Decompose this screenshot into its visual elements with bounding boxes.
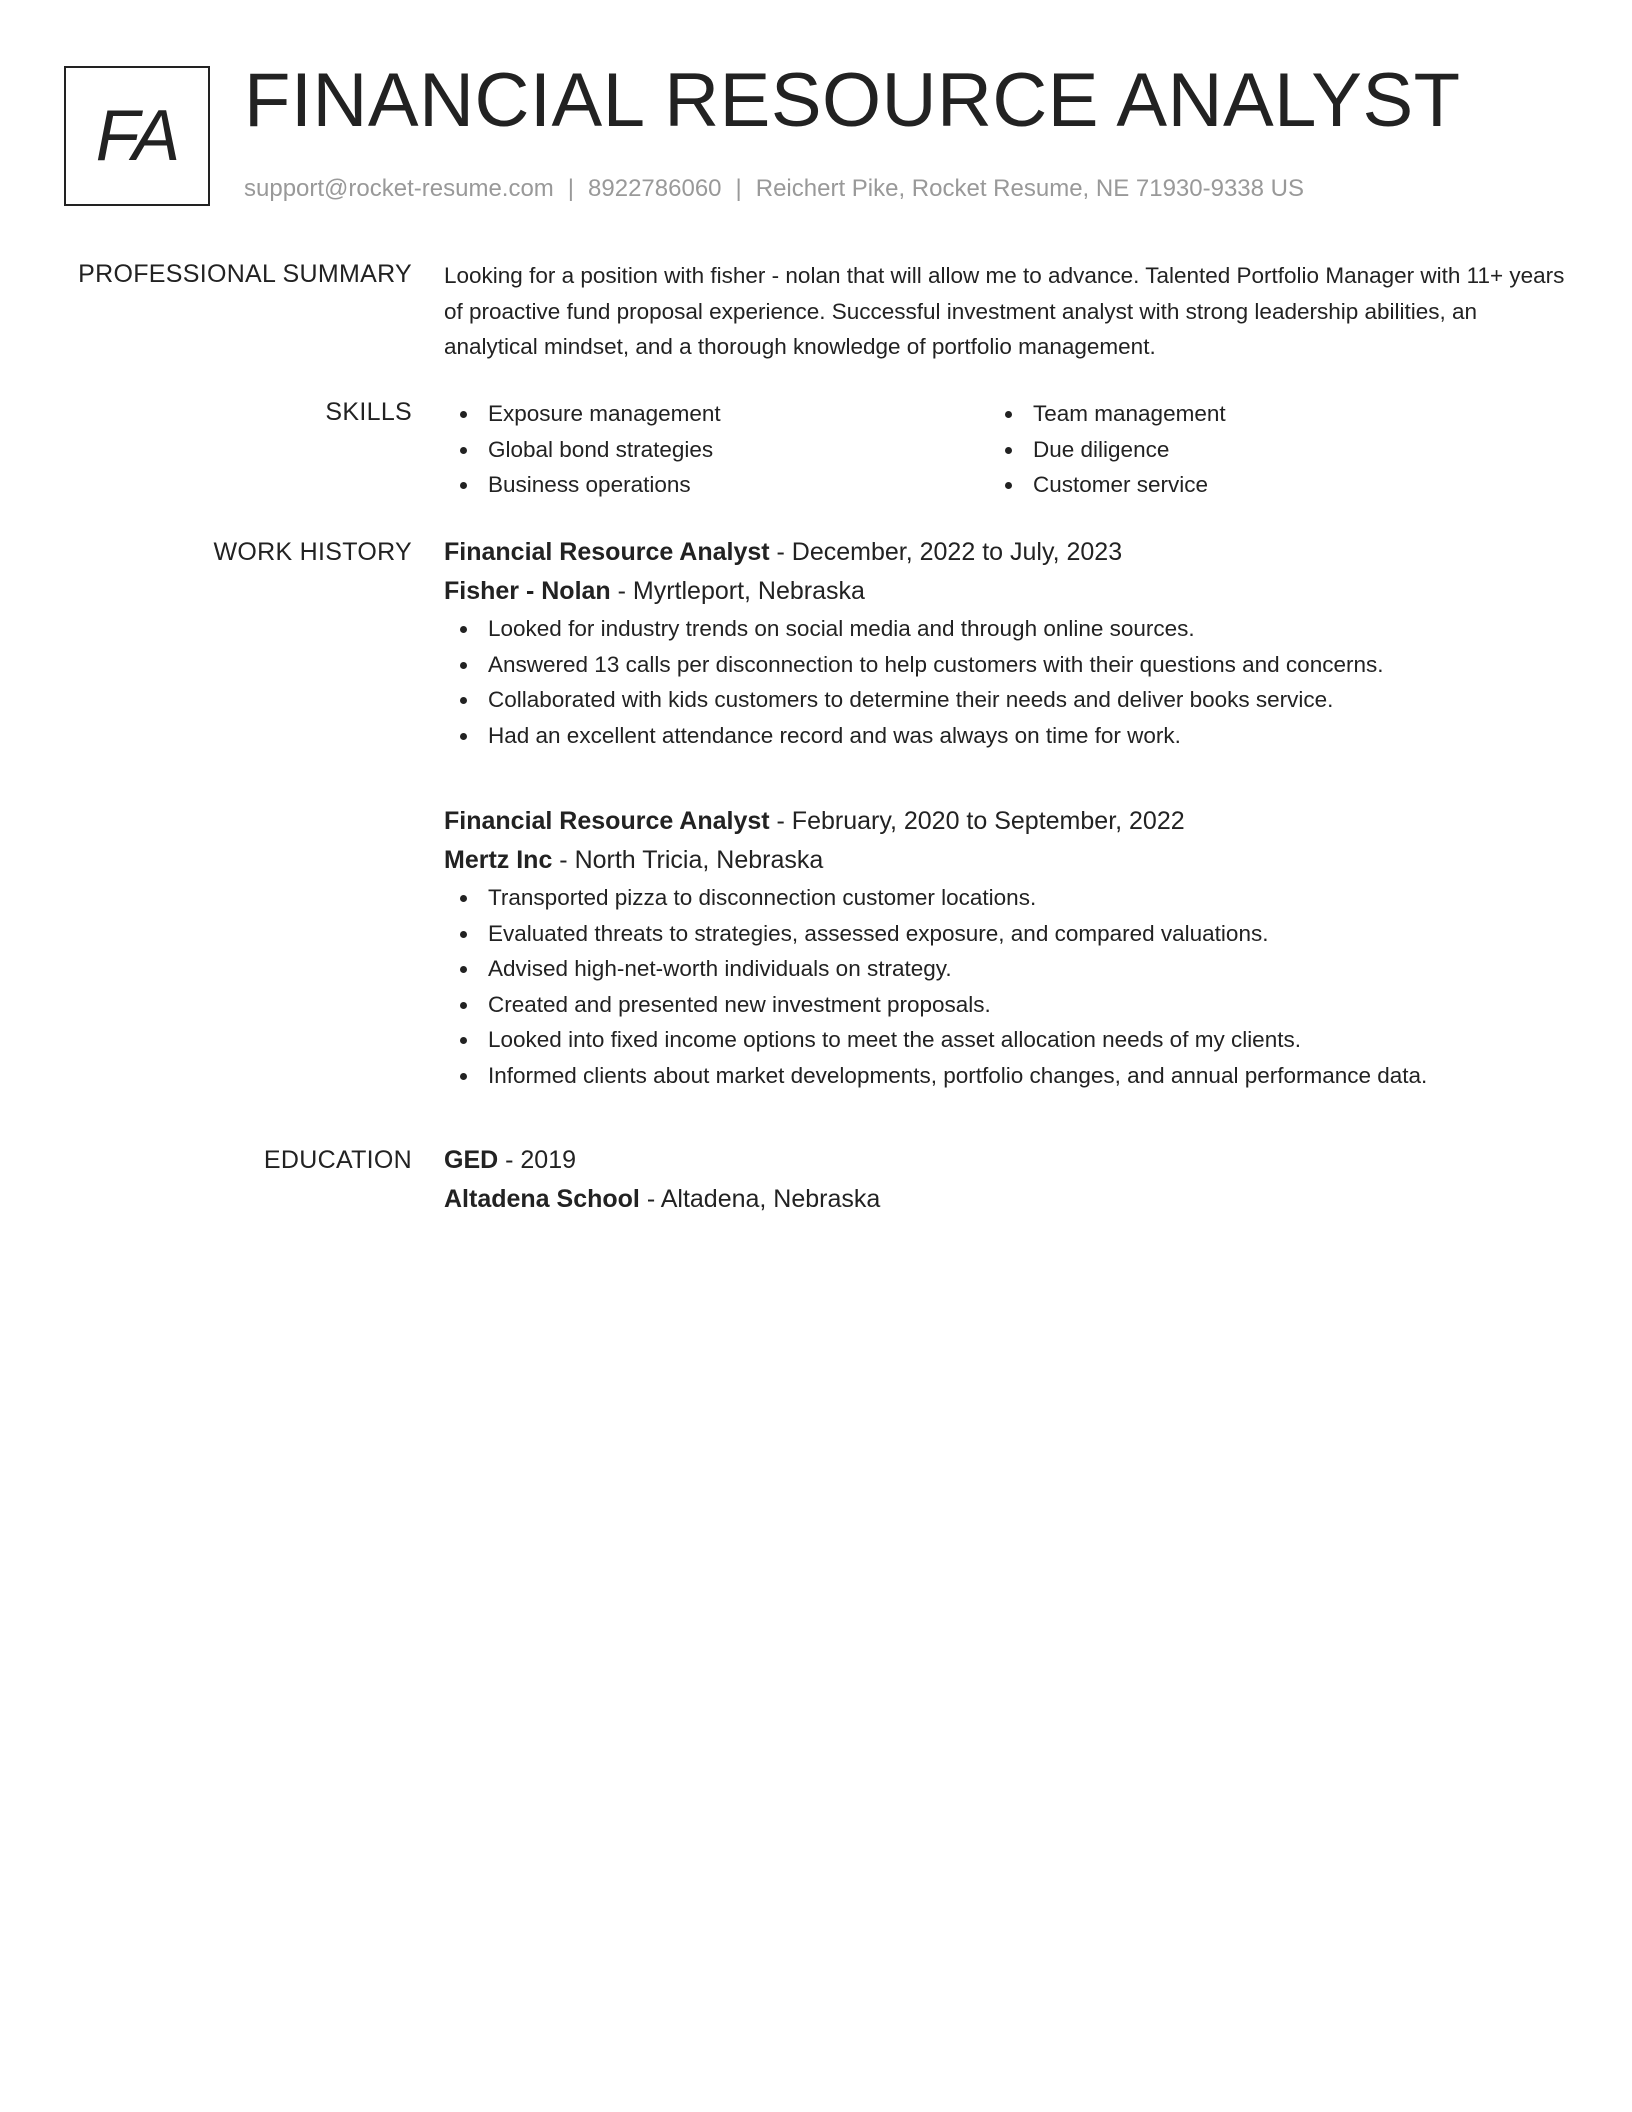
job-title: Financial Resource Analyst [444, 538, 770, 566]
contact-line [244, 172, 1304, 206]
skill-item: Customer service [989, 467, 1534, 503]
skill-item: Business operations [444, 467, 989, 503]
skills-heading: SKILLS [325, 398, 412, 426]
job-entry [444, 533, 1574, 753]
contact-separator: | [567, 175, 575, 202]
job-duty: Evaluated threats to strategies, assessed exposure, and compared valuations. [444, 916, 1574, 952]
job-duty: Looked for industry trends on social media and through online sources. [444, 611, 1574, 647]
skill-item: Due diligence [989, 432, 1534, 468]
job-title: Financial Resource Analyst [444, 807, 770, 835]
skills-list-right [989, 396, 1534, 503]
summary-body [444, 258, 1574, 365]
contact-email[interactable]: support@rocket-resume.com [244, 175, 554, 202]
education-school: Altadena School [444, 1185, 640, 1213]
contact-address: Reichert Pike, Rocket Resume, NE 71930-9338 US [755, 175, 1305, 202]
summary-text: Looking for a position with fisher - nolan that will allow me to advance. Talented Portfolio Manager with 11+ years of proactive fund proposal experience. Successful investment analyst with strong leadership abilities, an analytical mindset, and a thorough knowledge of portfolio management. [444, 263, 1565, 359]
job-duty: Looked into fixed income options to meet the asset allocation needs of my clients. [444, 1022, 1574, 1058]
job-duties-list [444, 611, 1574, 753]
job-duty: Had an excellent attendance record and was always on time for work. [444, 718, 1574, 754]
education-body [444, 1144, 1574, 1219]
job-duty: Answered 13 calls per disconnection to help customers with their questions and concerns. [444, 647, 1574, 683]
job-company: Fisher - Nolan [444, 577, 611, 605]
skills-body [444, 396, 1574, 503]
education-year: - 2019 [498, 1146, 577, 1174]
skills-list-left [444, 396, 989, 503]
education-degree-line [444, 1141, 1574, 1180]
job-title-line [444, 533, 1574, 572]
job-dates: - February, 2020 to September, 2022 [769, 807, 1185, 835]
work-history-heading: WORK HISTORY [213, 538, 412, 566]
job-location: - Myrtleport, Nebraska [610, 577, 865, 605]
job-company-line [444, 572, 1574, 611]
job-company-line [444, 841, 1574, 880]
resume-title: FINANCIAL RESOURCE ANALYST [244, 58, 1461, 143]
job-duties-list [444, 880, 1574, 1093]
job-duty: Transported pizza to disconnection customer locations. [444, 880, 1574, 916]
education-school-line [444, 1180, 1574, 1219]
job-entry [444, 802, 1574, 1093]
job-company: Mertz Inc [444, 846, 553, 874]
job-dates: - December, 2022 to July, 2023 [769, 538, 1123, 566]
job-title-line [444, 802, 1574, 841]
job-duty: Advised high-net-worth individuals on strategy. [444, 951, 1574, 987]
job-duty: Informed clients about market developments, portfolio changes, and annual performance data. [444, 1058, 1574, 1094]
summary-heading: PROFESSIONAL SUMMARY [78, 260, 412, 288]
monogram-logo: FA [64, 66, 210, 206]
skill-item: Team management [989, 396, 1534, 432]
skill-item: Exposure management [444, 396, 989, 432]
contact-separator: | [735, 175, 742, 202]
contact-phone[interactable]: 8922786060 [588, 175, 722, 202]
education-degree: GED [444, 1146, 499, 1174]
job-duty: Collaborated with kids customers to determine their needs and deliver books service. [444, 682, 1574, 718]
education-location: - Altadena, Nebraska [639, 1185, 881, 1213]
job-location: - North Tricia, Nebraska [552, 846, 824, 874]
skill-item: Global bond strategies [444, 432, 989, 468]
education-heading: EDUCATION [263, 1146, 412, 1174]
job-duty: Created and presented new investment proposals. [444, 987, 1574, 1023]
